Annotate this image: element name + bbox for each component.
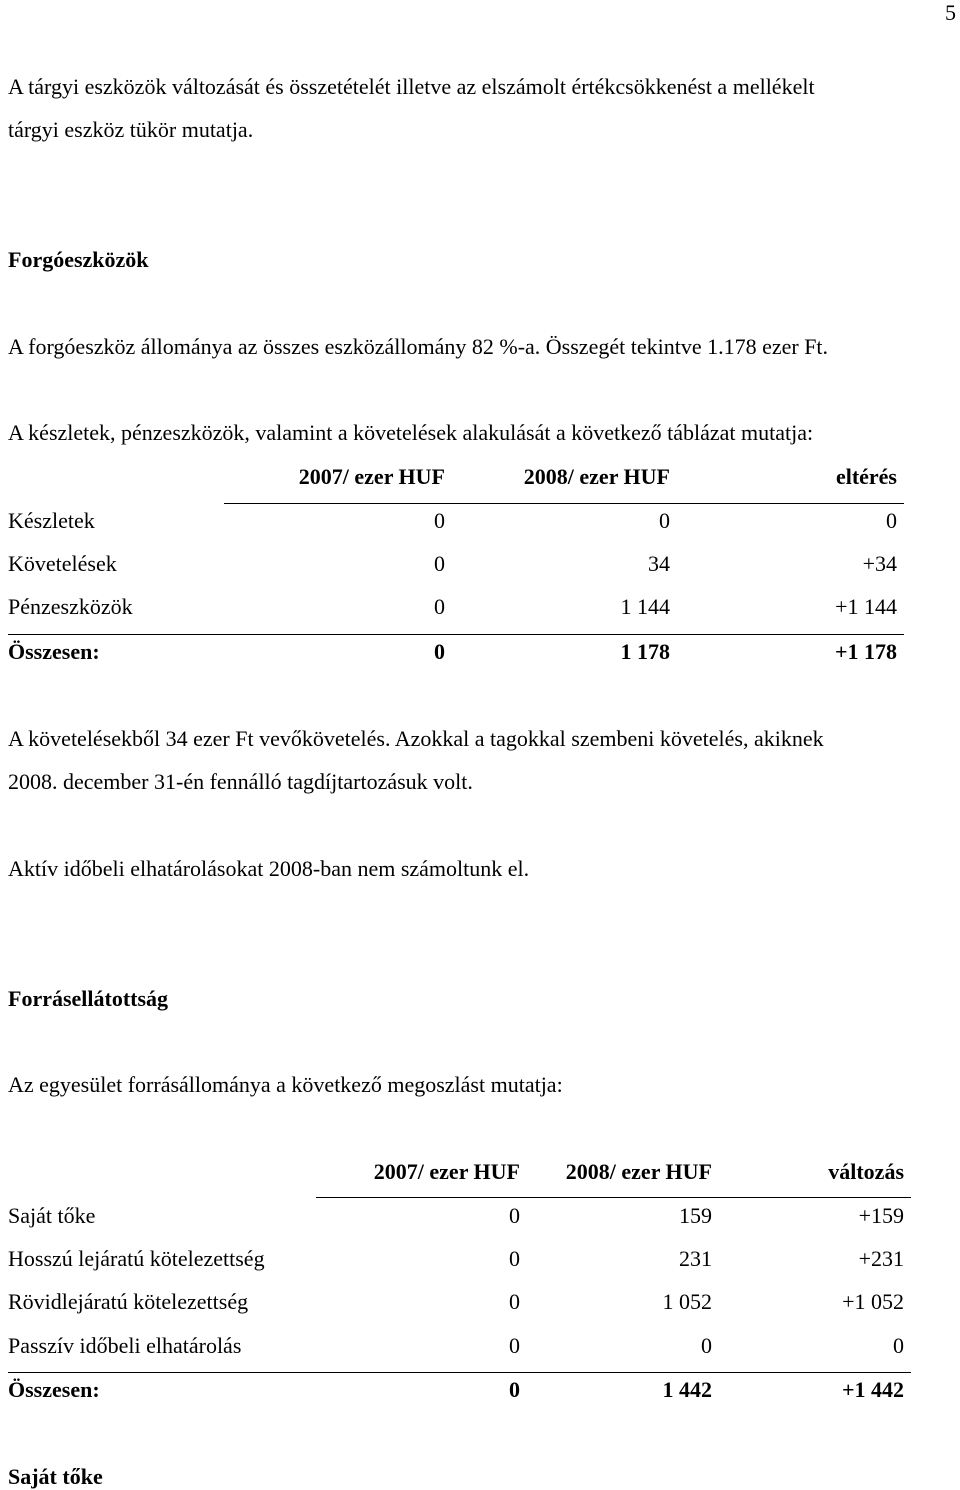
table2-header-2007: 2007/ ezer HUF (373, 1159, 520, 1184)
table2-row-2007: 0 (509, 1333, 520, 1358)
table1-row-2007: 0 (434, 551, 445, 576)
table2-header-rule (316, 1197, 911, 1198)
table2-row-2008: 0 (701, 1333, 712, 1358)
table1-row-diff: 0 (886, 508, 897, 533)
intro-line-2: tárgyi eszköz tükör mutatja. (8, 117, 254, 142)
table1-header-2008: 2008/ ezer HUF (523, 464, 670, 489)
table1-row-2007: 0 (434, 508, 445, 533)
table1-total-2008: 1 178 (620, 639, 670, 664)
table1-total-rule (8, 634, 904, 635)
table2-row-diff: 0 (893, 1333, 904, 1358)
receivables-note-line-2: 2008. december 31-én fennálló tagdíjtartozásuk volt. (8, 769, 473, 794)
table1-row-2007: 0 (434, 594, 445, 619)
table2-row-2008: 159 (679, 1203, 712, 1228)
forras-text: Az egyesület forrásállománya a következő megoszlást mutatja: (8, 1072, 563, 1097)
table2-total-label: Összesen: (8, 1377, 100, 1402)
table1-row-2008: 34 (648, 551, 670, 576)
table2-total-2008: 1 442 (662, 1377, 712, 1402)
table1-row-label: Készletek (8, 508, 95, 533)
forrasellatottsag-heading: Forrásellátottság (8, 986, 169, 1011)
table2-row-2007: 0 (509, 1289, 520, 1314)
sajat-toke-heading: Saját tőke (8, 1464, 103, 1489)
forgoeszkozok-text: A forgóeszköz állománya az összes eszközállomány 82 %-a. Összegét tekintve 1.178 ezer Ft. (8, 334, 829, 359)
table2-row-diff: +1 052 (842, 1289, 904, 1314)
table2-row-label: Rövidlejáratú kötelezettség (8, 1289, 249, 1314)
table2-row-diff: +231 (858, 1246, 904, 1271)
table2-row-diff: +159 (858, 1203, 904, 1228)
table1-total-label: Összesen: (8, 639, 100, 664)
table1-intro: A készletek, pénzeszközök, valamint a követelések alakulását a következő táblázat mutatja: (8, 420, 814, 445)
table1-row-2008: 0 (659, 508, 670, 533)
accruals-note: Aktív időbeli elhatárolásokat 2008-ban nem számoltunk el. (8, 856, 530, 881)
table2-row-2008: 1 052 (662, 1289, 712, 1314)
table2-total-rule (8, 1372, 911, 1373)
table2-row-2008: 231 (679, 1246, 712, 1271)
table2-row-label: Hosszú lejáratú kötelezettség (8, 1246, 265, 1271)
table1-header-diff: eltérés (835, 464, 897, 489)
intro-line-1: A tárgyi eszközök változását és összetételét illetve az elszámolt értékcsökkenést a mellékelt (8, 74, 815, 99)
table1-total-diff: +1 178 (834, 639, 897, 664)
table2-row-2007: 0 (509, 1246, 520, 1271)
page-number: 5 (945, 0, 956, 25)
table2-row-label: Passzív időbeli elhatárolás (8, 1333, 242, 1358)
table1-header-2007: 2007/ ezer HUF (298, 464, 445, 489)
table1-row-2008: 1 144 (620, 594, 670, 619)
table2-row-label: Saját tőke (8, 1203, 96, 1228)
table1-total-2007: 0 (434, 639, 445, 664)
table2-header-diff: változás (828, 1159, 904, 1184)
receivables-note-line-1: A követelésekből 34 ezer Ft vevőkövetelés. Azokkal a tagokkal szembeni követelés, akiknek (8, 726, 824, 751)
table1-header-rule (224, 503, 904, 504)
forgoeszkozok-heading: Forgóeszközök (8, 247, 149, 272)
table2-header-2008: 2008/ ezer HUF (565, 1159, 712, 1184)
table2-total-2007: 0 (509, 1377, 520, 1402)
table1-row-diff: +1 144 (835, 594, 897, 619)
table1-row-label: Követelések (8, 551, 117, 576)
table2-row-2007: 0 (509, 1203, 520, 1228)
table1-row-diff: +34 (862, 551, 897, 576)
table1-row-label: Pénzeszközök (8, 594, 133, 619)
table2-total-diff: +1 442 (841, 1377, 904, 1402)
